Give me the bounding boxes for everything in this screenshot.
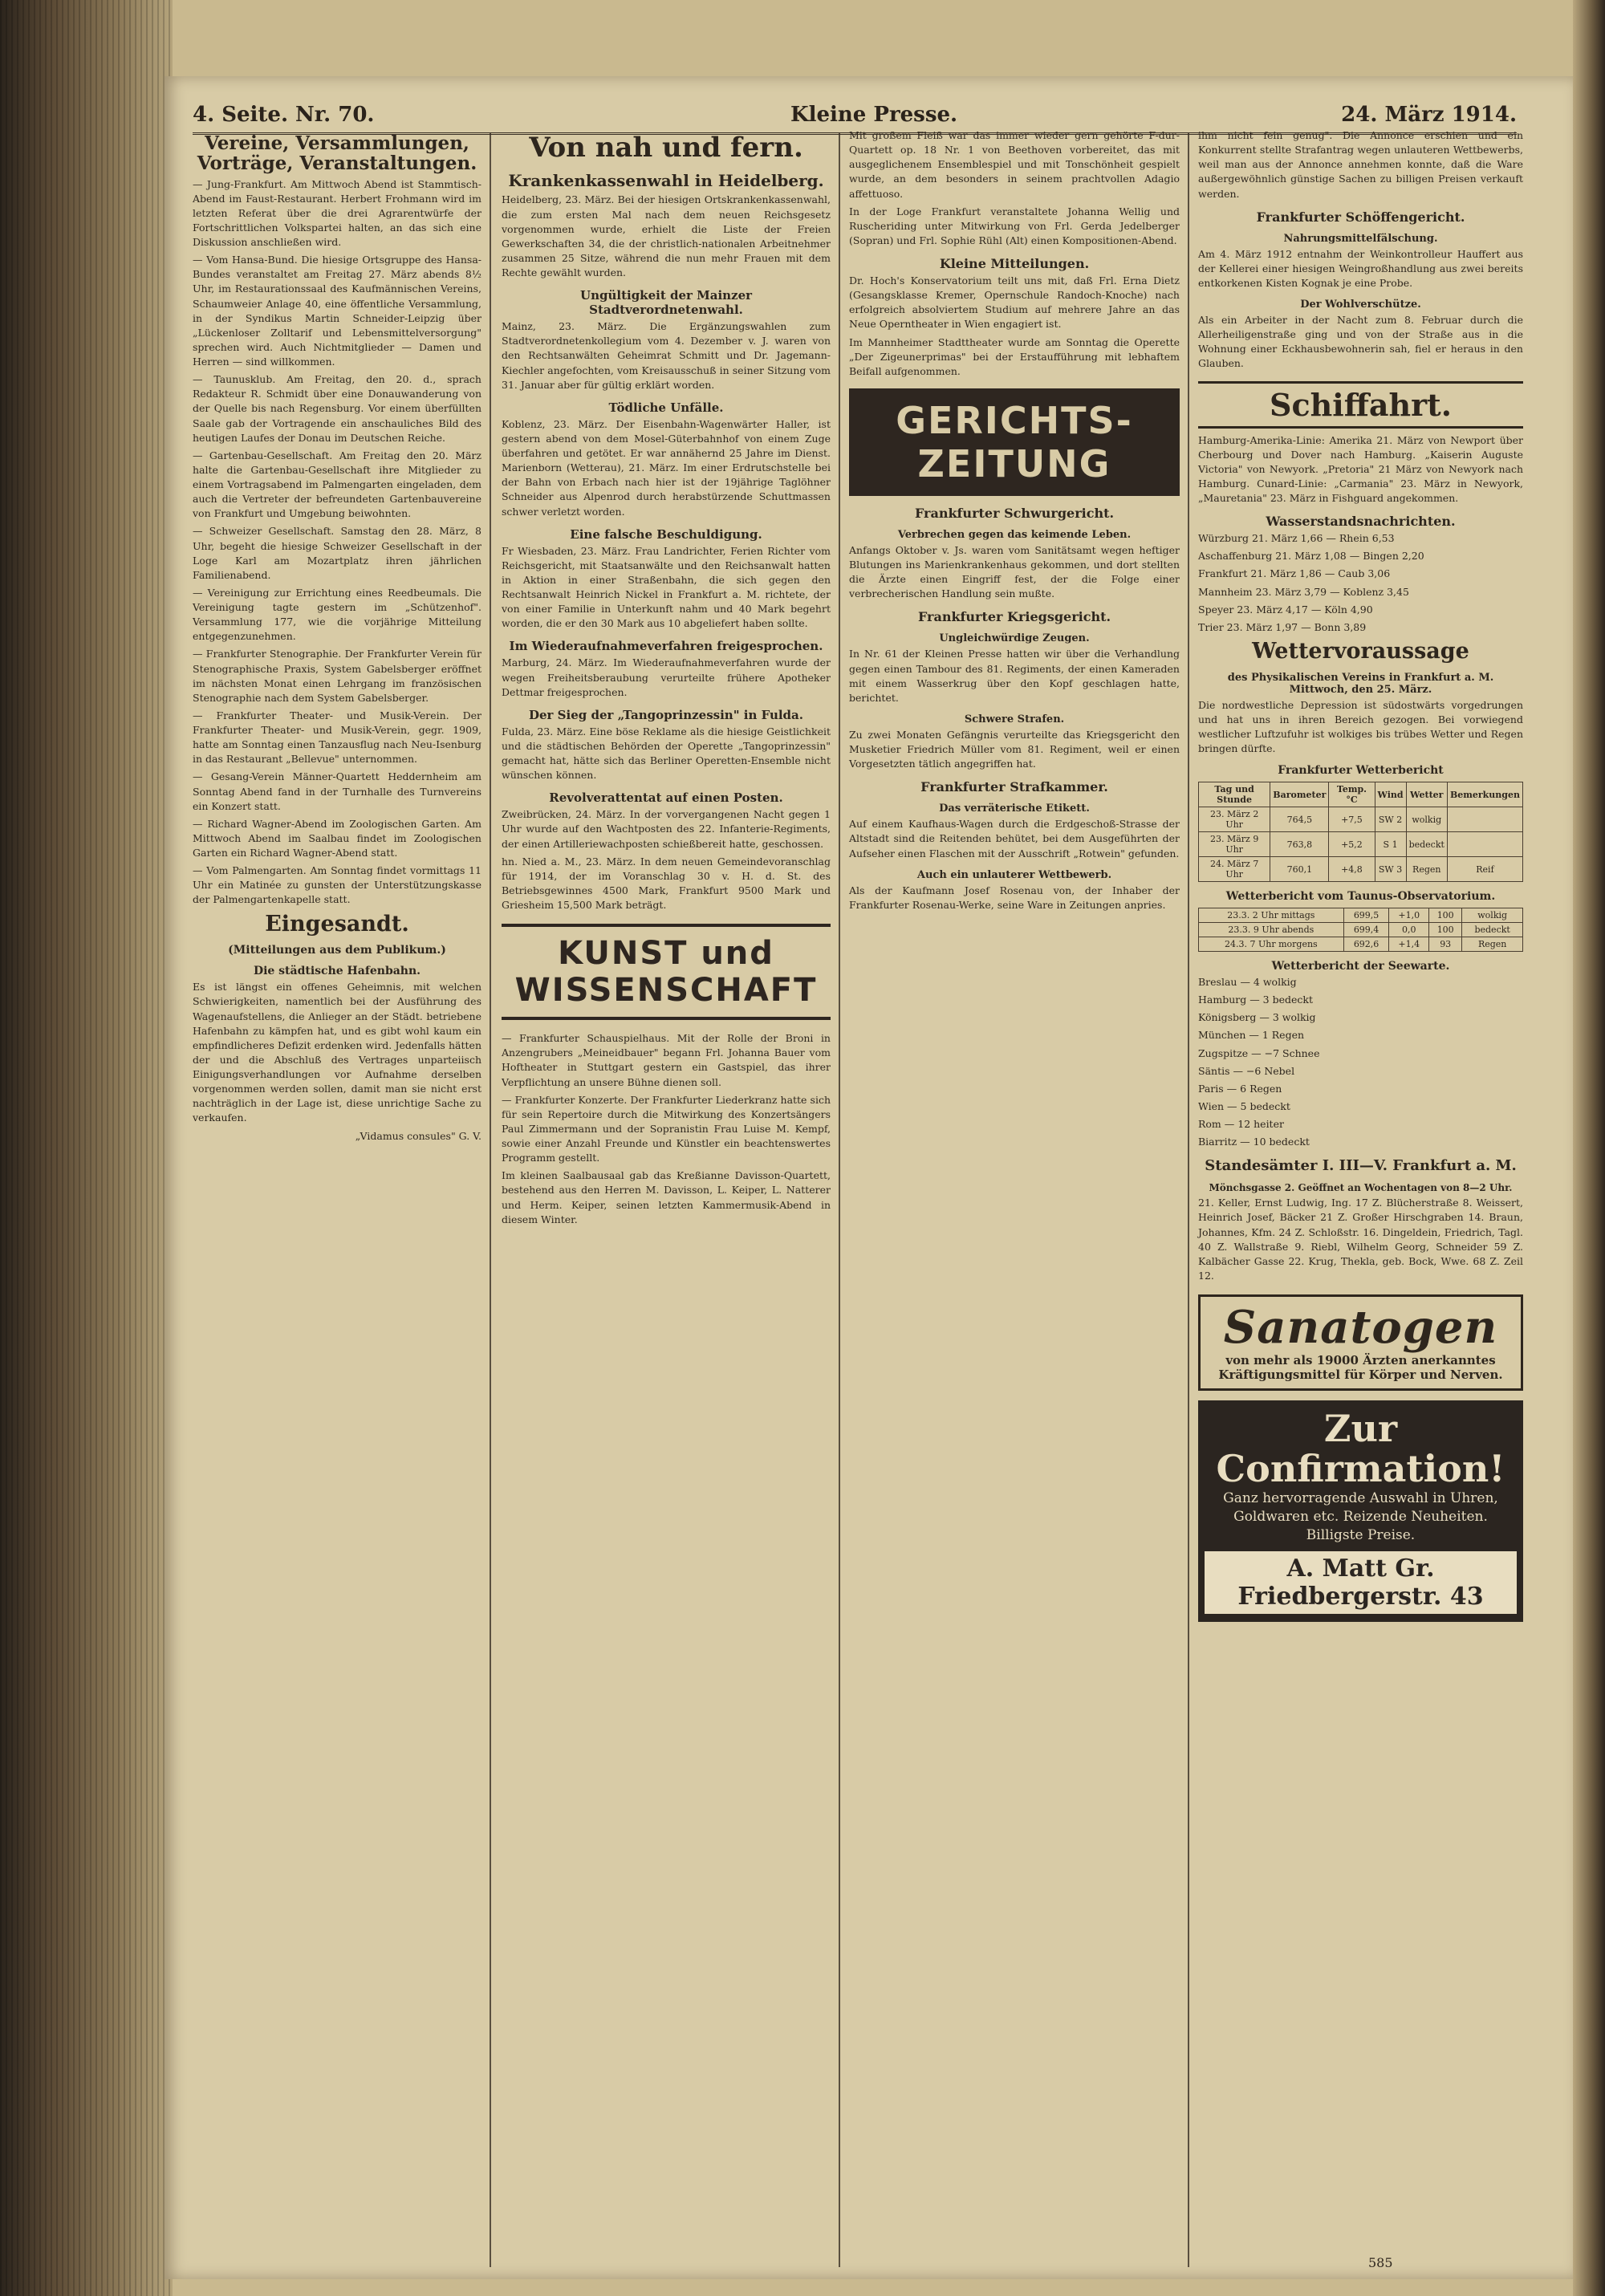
article-paragraph: In der Loge Frankfurt veranstaltete Johanna Wellig und Ruscheriding unter Mitwirkung von Frl. Gerda Jedelberger (Sopran) und Frl. Sophie Rühl (Alt) einen Kompositionen-Abend. [849,205,1180,246]
table-header: Wetter [1406,782,1447,807]
article-paragraph: ihm nicht fein genug". Die Annonce erschien und ein Konkurrent stellte Strafantrag wegen unlauteren Wettbewerbs, weil man aus der Annonce annehmen konnte, daß die Ware außergewöhnlich günstige Sachen zu billigen Preisen verkauft werden. [1198,129,1523,200]
article-paragraph: Koblenz, 23. März. Der Eisenbahn-Wagenwärter Haller, ist gestern abend von dem Mosel-Güterbahnhof von einem Zuge überfahren und getötet. Er war annähernd 25 Jahre im Dienst. Marienborn (Wetterau), 21. März. Im einer Erdrutschstelle bei der Bahn von Erbach nach hier ist der 19jährige Taglöhner Schneider aus Alpenrod durch herabstürzende Schuttmassen schwer verletzt worden. [502,417,831,518]
article-paragraph: Zweibrücken, 24. März. In der vorvergangenen Nacht gegen 1 Uhr wurde auf den Wachtposten des 22. Infanterie-Regiments, der einen Artilleriewachposten schießbereit hatte, geschossen. [502,808,831,850]
article-paragraph: — Vereinigung zur Errichtung eines Reedbeumals. Die Vereinigung tagte gestern im „Schützenhof". Versammlung 177, wie die vorjährige Mitteilung entgegenzunehmen. [193,586,482,643]
table-cell: 763,8 [1270,832,1329,857]
article-paragraph: Mainz, 23. März. Die Ergänzungswahlen zum Stadtverordnetenkollegium vom 4. Dezember v. J. waren von den Rechtsanwälten Geheimrat Schmitt und Dr. Jagemann-Kiechler angefochten, vom Kreisausschuß in seiner Sitzung vom 31. Januar aber für gültig erklärt worden. [502,320,831,391]
table-cell: 100 [1429,908,1462,923]
city-weather: Hamburg — 3 bedeckt [1198,994,1314,1006]
article-paragraph: Zu zwei Monaten Gefängnis verurteilte das Kriegsgericht den Musketier Friedrich Müller vom 81. Regiment, weil er einen Vorgesetzten tätlich angegriffen hat. [849,728,1180,770]
table-header: Temp. °C [1329,782,1375,807]
table-cell: Reif [1447,857,1522,882]
standesamt-subheading: Mönchsgasse 2. Geöffnet an Wochentagen von 8—2 Uhr. [1209,1182,1513,1194]
wasserstand-heading: Wasserstandsnachrichten. [1266,514,1456,530]
kunst-banner: KUNST und WISSENSCHAFT [502,924,831,1020]
city-weather: Rom — 12 heiter [1198,1118,1284,1131]
article-paragraph: — Frankfurter Konzerte. Der Frankfurter Liederkranz hatte sich für sein Repertoire durch die Mitwirkung des Konzertsängers Paul Zimmermann und der Sopranistin Frau Luise M. Kempf, sowie einer Anzahl Freunde und Künstler ein beachtenswertes Programm gestellt. [502,1093,831,1164]
article-paragraph: Marburg, 24. März. Im Wiederaufnahmeverfahren wurde der wegen Freiheitsberaubung verurteilte frühere Apotheker Dettmar freigesprochen. [502,656,831,698]
article-paragraph: — Gartenbau-Gesellschaft. Am Freitag den 20. März halte die Gartenbau-Gesellschaft ihre Mitglieder zu einem Vortragsabend im Palmengarten eingeladen, dem auch die Vertreter der befreundeten Gartenbauvereine von Frankfurt und Umgebung beiwohnten. [193,449,482,520]
article-subheading: Ungleichwürdige Zeugen. [939,632,1090,645]
wasserstand-row: Frankfurt 21. März 1,86 — Caub 3,06 [1198,567,1391,580]
article-paragraph: Dr. Hoch's Konservatorium teilt uns mit, daß Frl. Erna Dietz (Gesangsklasse Kremer, Opernschule Randoch-Knoche) nach erfolgreich absolviertem Studium auf mehrere Jahre an das Neue Operntheater in Wien engagiert ist. [849,274,1180,331]
gerichts-zeitung-banner: GERICHTS-ZEITUNG [849,388,1180,496]
article-paragraph: Fr Wiesbaden, 23. März. Frau Landrichter, Ferien Richter vom Reichsgericht, mit Staatsanwälte und den Reichsanwalt hatten in Aktion in einer Straßenbahn, die sich gegen den Rechtsanwalt Heinrich Nickel in Frankfurt a. M. richtete, der von einer Familie in Unterkunft nahm und 40 Mark begehrt worden, die er den 30 Mark aus 10 abgeliefert haben sollte. [502,544,831,630]
table-cell: +7,5 [1329,807,1375,832]
table-row [1199,857,1523,882]
article-paragraph: Fulda, 23. März. Eine böse Reklame als die hiesige Geistlichkeit und die städtischen Behörden der Operette „Tangoprinzessin" gemacht hat, hätte sich das Berliner Operetten-Ensemble nicht wünschen können. [502,725,831,782]
table-cell: 23.3. 9 Uhr abends [1199,923,1344,937]
standesamt-heading: Standesämter I. III—V. Frankfurt a. M. [1205,1157,1517,1175]
table-cell: wolkig [1406,807,1447,832]
column-3 [849,128,1180,916]
table-header: Wind [1375,782,1406,807]
article-paragraph: Die nordwestliche Depression ist südostwärts vorgedrungen und hat uns in ihren Bereich gezogen. Bei vorwiegend westlicher Luftzufuhr ist wolkiges bis trübes Wetter und Regen bringen dürfte. [1198,698,1523,754]
ad-merchant: A. Matt Gr. Friedbergerstr. 43 [1205,1551,1517,1614]
eingesandt-subheading: (Mitteilungen aus dem Publikum.) [228,944,446,957]
table-cell: 692,6 [1343,937,1389,952]
table-cell: Regen [1462,937,1523,952]
table-cell: +4,8 [1329,857,1375,882]
wasserstand-row: Würzburg 21. März 1,66 — Rhein 6,53 [1198,532,1395,545]
wasserstand-row: Mannheim 23. März 3,79 — Koblenz 3,45 [1198,585,1409,598]
city-weather: Zugspitze — −7 Schnee [1198,1046,1320,1059]
table-row [1199,937,1523,952]
eingesandt-heading: Eingesandt. [265,911,409,937]
weather-table-title: Frankfurter Wetterbericht [1278,764,1444,778]
city-weather: Breslau — 4 wolkig [1198,976,1297,989]
article-subheading: Revolverattentat auf einen Posten. [549,790,783,806]
article-subheading: Der Sieg der „Tangoprinzessin" in Fulda. [529,707,803,722]
article-paragraph: Am 4. März 1912 entnahm der Weinkontrolleur Hauffert aus der Kellerei einer hiesigen Weingroßhandlung aus zwei bereits entkorkenen Kisten Kognak je eine Probe. [1198,247,1523,289]
table-cell: Regen [1406,857,1447,882]
table-cell: 699,5 [1343,908,1389,923]
article-subheading: Das verräterische Etikett. [939,803,1090,815]
column-rule [839,132,840,2267]
sanatogen-ad [1198,1294,1523,1391]
section-heading: Vereine, Versammlungen, Vorträge, Veranstaltungen. [197,132,477,175]
article-paragraph: — Jung-Frankfurt. Am Mittwoch Abend ist Stammtisch-Abend im Faust-Restaurant. Herbert Frohmann wird im letzten Referat über die drei Agrarentwürfe der Fortschrittlichen Volkspartei halten, an das sich eine Diskussion anschließen wird. [193,177,482,249]
table-cell [1447,832,1522,857]
taunus-table-title: Wetterbericht vom Taunus-Observatorium. [1225,890,1496,904]
article-paragraph: — Frankfurter Theater- und Musik-Verein. Der Frankfurter Theater- und Musik-Verein, gegr. 1909, hatte am Sonntag einen Tanzausflug nach Neu-Isenburg in das Restaurant „Bellevue" unternommen. [193,709,482,766]
ad-tagline: von mehr als 19000 Ärzten anerkanntes Kräftigungsmittel für Körper und Nerven. [1218,1352,1503,1382]
article-subheading: Eine falsche Beschuldigung. [570,526,762,542]
article-paragraph: — Gesang-Verein Männer-Quartett Heddernheim am Sonntag Abend fand in der Turnhalle des Turnvereins ein Konzert statt. [193,770,482,812]
article-subheading: des Physikalischen Vereins in Frankfurt a. M. Mittwoch, den 25. März. [1227,671,1494,696]
article-paragraph: Im Mannheimer Stadttheater wurde am Sonntag die Operette „Der Zigeunerprimas" bei der Erstaufführung mit lebhaftem Beifall aufgenommen. [849,335,1180,377]
article-paragraph: Anfangs Oktober v. Js. waren vom Sanitätsamt wegen heftiger Blutungen ins Marienkrankenhaus gekommen, und dort stellten die Ärzte einen Eingriff fest, der die Folge einer verbrecherischen Handlung sein mußte. [849,543,1180,600]
article-subheading: Verbrechen gegen das keimende Leben. [897,528,1132,541]
table-cell: 100 [1429,923,1462,937]
wasserstand-row: Aschaffenburg 21. März 1,08 — Bingen 2,20 [1198,550,1424,563]
article-paragraph: Als der Kaufmann Josef Rosenau von, der Inhaber der Frankfurter Rosenau-Werke, seine Ware in Zeitungen anpries. [849,884,1180,911]
column-rule [490,132,491,2267]
table-cell: bedeckt [1406,832,1447,857]
column-2 [502,128,831,1230]
table-header: Tag und Stunde [1199,782,1270,807]
article-subheading: Krankenkassenwahl in Heidelberg. [508,171,824,191]
table-cell: 23. März 9 Uhr [1199,832,1270,857]
article-subheading: Auch ein unlauterer Wettbewerb. [916,868,1112,881]
article-paragraph: — Frankfurter Stenographie. Der Frankfurter Verein für Stenographische Praxis, System Gabelsberger eröffnet im nächsten Monat einen Lehrgang im französischen Stenographie nach dem System Gabelsberger. [193,648,482,704]
table-cell: 699,4 [1343,923,1389,937]
article-paragraph: Als ein Arbeiter in der Nacht zum 8. Februar durch die Allerheiligenstraße ging und von der Straße aus in die Wohnung einer Eckhausbewohnerin sah, fiel er heraus in den Glauben. [1198,314,1523,370]
wasserstand-row: Trier 23. März 1,97 — Bonn 3,89 [1198,620,1367,633]
table-cell: 0,0 [1389,923,1429,937]
binding-texture [0,0,173,2296]
standesamt-list: 21. Keller, Ernst Ludwig, Ing. 17 Z. Blücherstraße 8. Weissert, Heinrich Josef, Bäcker 21 Z. Großer Hirschgraben 14. Braun, Johannes, Kfm. 24 Z. Schloßstr. 16. Dingeldein, Friedrich, Tagl. 40 Z. Wallstraße 9. Riebl, Wilhelm Georg, Schneider 59 Z. Kalbächer Gasse 22. Krug, Thekla, geb. Bock, Wwe. 68 Z. Zeil 12. [1198,1197,1523,1282]
article-subheading: Im Wiederaufnahmeverfahren freigesprochen. [509,639,823,654]
table-cell: 24. März 7 Uhr [1199,857,1270,882]
city-weather: Biarritz — 10 bedeckt [1198,1136,1310,1148]
article-paragraph: Auf einem Kaufhaus-Wagen durch die Erdgeschoß-Strasse der Altstadt sind die Reitenden behütet, bei dem Ausgeführten der Aufseher einen Flaschen mit der Ausschrift „Rotwein" gefunden. [849,818,1180,859]
issue-date: 24. März 1914. [1341,103,1517,127]
weather-table [1198,782,1523,882]
article-subheading: Ungültigkeit der Mainzer Stadtverordnetenwahl. [579,288,753,318]
city-weather: Königsberg — 3 wolkig [1198,1011,1316,1024]
page-number: 4. Seite. Nr. 70. [193,103,375,127]
article-subheading: Die städtische Hafenbahn. [253,965,421,978]
table-cell: +5,2 [1329,832,1375,857]
article-paragraph: — Schweizer Gesellschaft. Samstag den 28. März, 8 Uhr, begeht die hiesige Schweizer Gesellschaft in der Loge Karl am Mozartplatz ihren jährlichen Familienabend. [193,525,482,581]
article-paragraph: Heidelberg, 23. März. Bei der hiesigen Ortskrankenkassenwahl, die zum ersten Mal nach dem neuen Reichsgesetz vorgenommen wurde, erhielt die Liste der Freien Gewerkschaften 34, die der christlich-nationalen Arbeitnehmer zusammen 25 Sitze, während die nun mehr Frauen mit dem Rechte gewählt wurden. [502,193,831,279]
table-cell: SW 2 [1375,807,1406,832]
article-paragraph: Hamburg-Amerika-Linie: Amerika 21. März von Newport über Cherbourg und Dover nach Hamburg. „Kaiserin Auguste Victoria" von Newyork. „Pretoria" 21 März von Newyork nach Hamburg. Cunard-Linie: „Carmania" 23. März in Newyork, „Mauretania" 23. März in Fishguard angekommen. [1198,433,1523,504]
table-cell: 760,1 [1270,857,1329,882]
table-cell: S 1 [1375,832,1406,857]
wettervoraussage-heading: Wettervoraussage [1252,638,1469,664]
table-cell: bedeckt [1462,923,1523,937]
article-subheading: Der Wohlverschütze. [1300,299,1421,311]
table-cell: +1,0 [1389,908,1429,923]
article-subheading: Frankfurter Kriegsgericht. [917,609,1111,625]
table-cell: 93 [1429,937,1462,952]
article-paragraph: — Frankfurter Schauspielhaus. Mit der Rolle der Broni in Anzengrubers „Meineidbauer" begann Frl. Johanna Bauer vom Hoftheater in Stuttgart gestern ein Gastspiel, das ihrer Verpflichtung an unsere Bühne dienen soll. [502,1032,831,1088]
table-row [1199,908,1523,923]
table-header-row [1199,782,1523,807]
column-rule [1188,132,1189,2267]
table-row [1199,807,1523,832]
article-subheading: Frankfurter Schöffengericht. [1256,209,1465,225]
next-page-edge [1573,0,1605,2296]
ad-body: Ganz hervorragende Auswahl in Uhren, Goldwaren etc. Reizende Neuheiten. Billigste Preise. [1223,1489,1498,1543]
section-heading: Von nah und fern. [529,132,803,164]
article-paragraph: — Vom Hansa-Bund. Die hiesige Ortsgruppe des Hansa-Bundes veranstaltet am Freitag 27. März abends 8½ Uhr, im Restaurationssaal des Kaufmännischen Vereins, Schaumweier Anlage 40, eine öffentliche Versammlung, in der Syndikus Martin Schneider-Leipzig über „Lückenloser Zolltarif und Lebensmittelversorgung" sprechen wird. Auch Nichtmitglieder — Damen und Herren — sind willkommen. [193,254,482,368]
city-weather: Säntis — −6 Nebel [1198,1064,1295,1077]
taunus-table [1198,908,1523,952]
column-4 [1198,128,1523,1632]
city-weather: Wien — 5 bedeckt [1198,1099,1290,1112]
table-row [1199,832,1523,857]
article-subheading: Frankfurter Schwurgericht. [914,505,1115,521]
table-cell: +1,4 [1389,937,1429,952]
schiffahrt-heading: Schiffahrt. [1198,381,1523,429]
article-subheading: Kleine Mitteilungen. [939,256,1090,271]
table-cell: SW 3 [1375,857,1406,882]
table-row [1199,923,1523,937]
article-paragraph: — Vom Palmengarten. Am Sonntag findet vormittags 11 Uhr ein Matinée zu gunsten der Unterstützungskasse der Palmengartenkapelle statt. [193,864,482,906]
table-header: Bemerkungen [1447,782,1522,807]
table-cell: 24.3. 7 Uhr morgens [1199,937,1344,952]
signature: „Vidamus consules" G. V. [355,1129,482,1142]
city-weather: München — 1 Regen [1198,1029,1305,1042]
column-1 [193,128,482,1147]
article-subheading: Schwere Strafen. [964,713,1065,725]
article-paragraph: Im kleinen Saalbausaal gab das Kreßianne Davisson-Quartett, bestehend aus den Herren M. Davisson, L. Keiper, L. Natterer und Herm. Keiper, seinen letzten Kammermusik-Abend in diesem Winter. [502,1169,831,1225]
folio-number: 585 [1368,2255,1393,2270]
table-header: Barometer [1270,782,1329,807]
article-subheading: Tödliche Unfälle. [608,400,724,415]
article-paragraph: In Nr. 61 der Kleinen Presse hatten wir über die Verhandlung gegen einen Tambour des 81. Regiments, der einen Kameraden mit einem Wasserkrug über den Kopf geschlagen hatte, berichtet. [849,648,1180,704]
table-cell: 23. März 2 Uhr [1199,807,1270,832]
seewarte-title: Wetterbericht der Seewarte. [1271,960,1450,973]
article-paragraph: Mit großem Fleiß war das immer wieder gern gehörte F-dur-Quartett op. 18 Nr. 1 von Beethoven vorbereitet, das mit ausgeglichenem Ensemblespiel und mit Tonschönheit gespielt wurde, an dem besonders in seinem prachtvollen Adagio affettuoso. [849,129,1180,200]
article-subheading: Frankfurter Strafkammer. [920,779,1108,795]
table-cell [1447,807,1522,832]
ad-brand: Sanatogen [1223,1301,1498,1355]
masthead: Kleine Presse. [790,103,958,127]
city-weather: Paris — 6 Regen [1198,1082,1282,1095]
table-cell: 23.3. 2 Uhr mittags [1199,908,1344,923]
article-paragraph: Es ist längst ein offenes Geheimnis, mit welchen Schwierigkeiten, namentlich bei der Ausführung des Wagenaufstellens, die Anlieger an der Städt. betriebene Hafenbahn zu kämpfen hat, und es gibt wohl kaum ein empfindlicheres Defizit erdenken wird. Jedenfalls hätten der und die Abschluß des Vertrages unparteiisch Einigungsverhandlungen vor Aufnahme derselben vorgenommen werden sollen, damit man sie nicht erst nachträglich in der Lage ist, diese unrichtige Sache zu verkaufen. [193,981,482,1124]
article-paragraph: — Taunusklub. Am Freitag, den 20. d., sprach Redakteur R. Schmidt über eine Donauwanderung von der Quelle bis nach Regensburg. Vor einem überfüllten Saale gab der Vortragende ein anschauliches Bild des heutigen Laufes der Donau im Deutschen Reiche. [193,373,482,444]
article-paragraph: hn. Nied a. M., 23. März. In dem neuen Gemeindevoranschlag für 1914, der im Voranschlag 30 v. H. d. St. des Betriebsgewinnes 4500 Mark, Frankfurt 9500 Mark und Griesheim 15,500 Mark beträgt. [502,855,831,912]
ad-headline: Zur Confirmation! [1216,1406,1505,1491]
article-subheading: Nahrungsmittelfälschung. [1283,232,1438,245]
article-paragraph: — Richard Wagner-Abend im Zoologischen Garten. Am Mittwoch Abend im Saalbau findet im Zoologischen Garten ein Richard Wagner-Abend statt. [193,817,482,859]
wasserstand-row: Speyer 23. März 4,17 — Köln 4,90 [1198,603,1373,616]
table-cell: wolkig [1462,908,1523,923]
confirmation-ad [1198,1400,1523,1622]
table-cell: 764,5 [1270,807,1329,832]
